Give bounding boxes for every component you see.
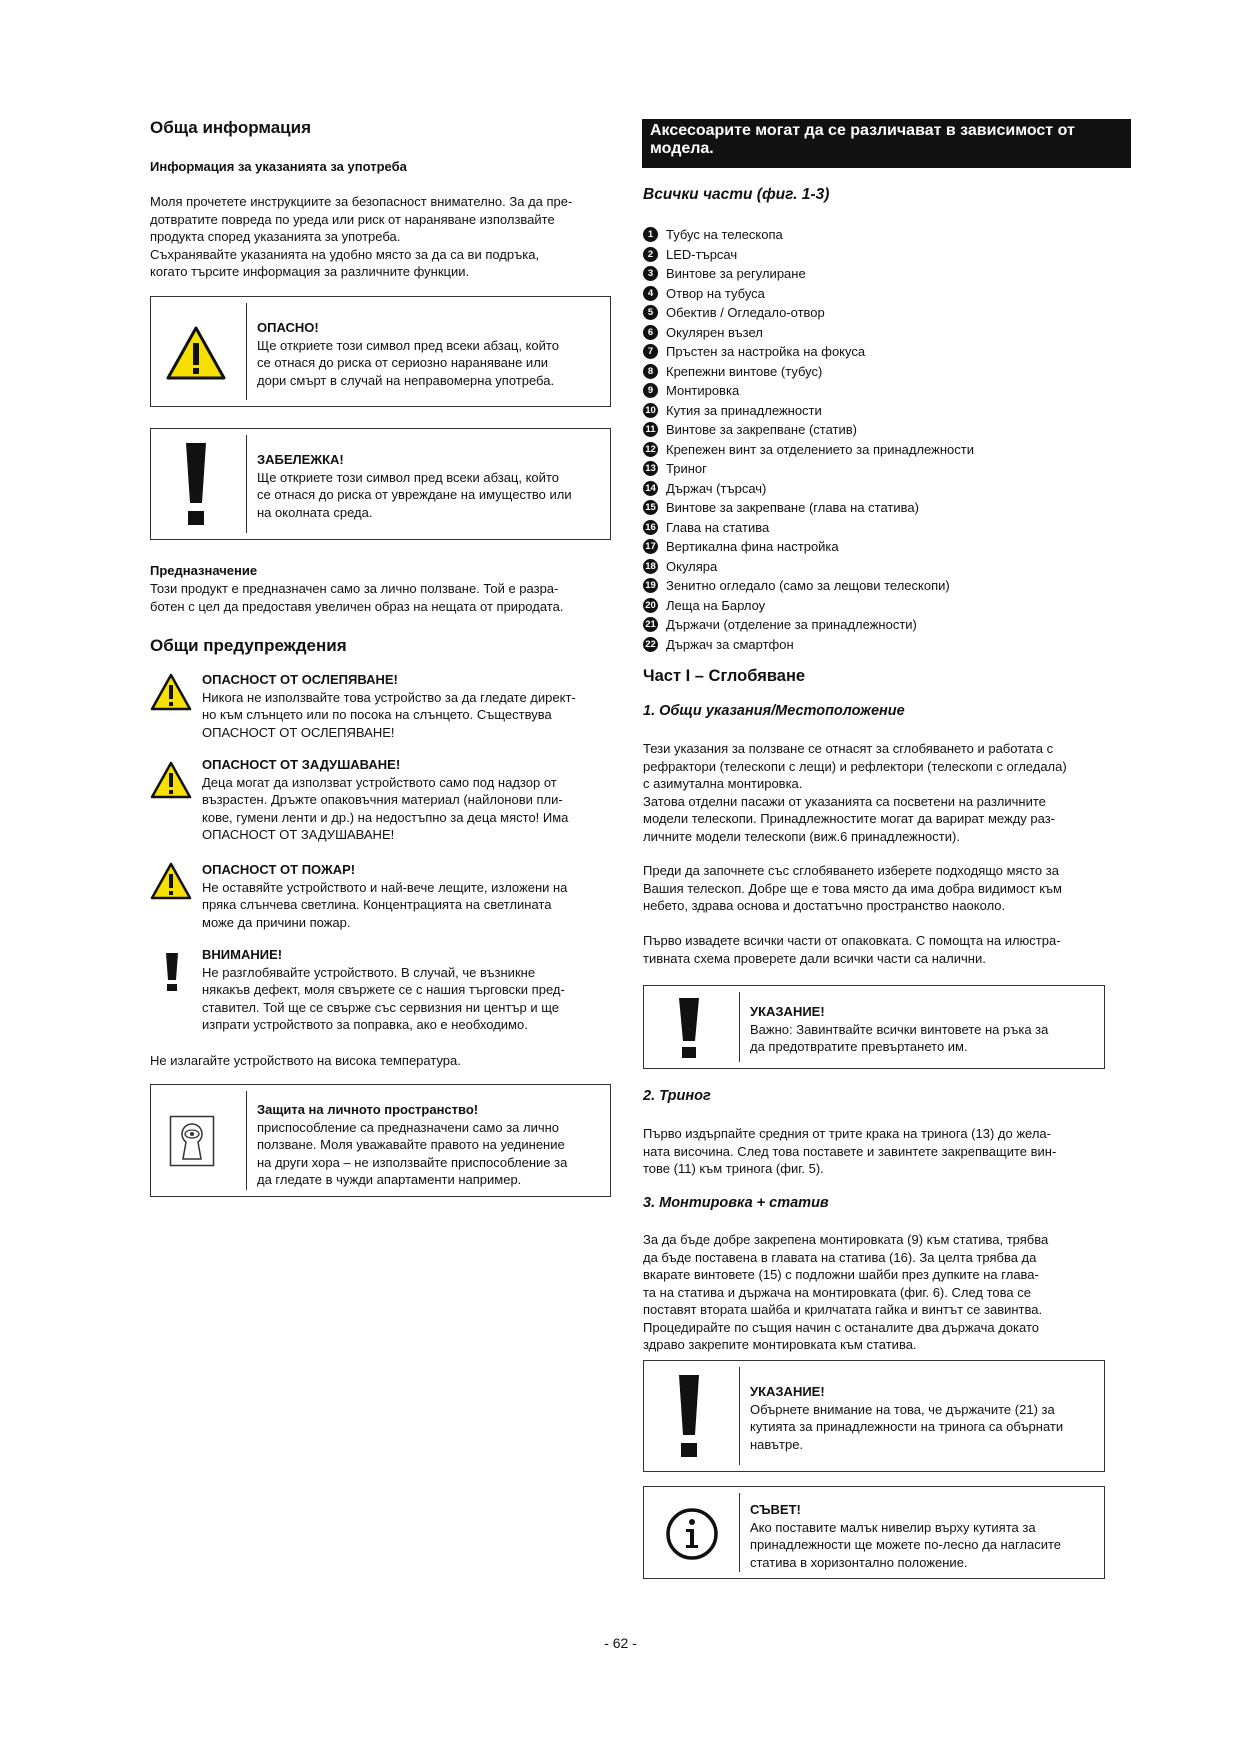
text-line: ната височина. След това поставете и завинтете закрепващите вин-	[643, 1143, 1057, 1159]
text-line: модели телескопи. Принадлежностите могат да варират между раз-	[643, 811, 1056, 826]
part-item	[643, 459, 974, 479]
part-label: Обектив / Огледало-отвор	[666, 305, 825, 321]
part-number-badge: 16	[643, 520, 658, 535]
part-item	[643, 362, 974, 382]
purpose-heading: Предназначение	[150, 563, 258, 578]
part-item	[643, 576, 974, 596]
text-line: небето, здрава основа и достатъчно пространство наоколо.	[643, 898, 1006, 913]
privacy-line: приспособление са предназначени само за лично	[257, 1119, 560, 1135]
section-2-paragraph	[643, 1125, 1103, 1178]
note-line: Ще откриете този символ пред всеки абзац, който	[257, 469, 559, 485]
heat-warning-text: Не излагайте устройството на висока температура.	[150, 1053, 461, 1068]
tip-box-text	[750, 1501, 1095, 1571]
part-label: Триног	[666, 461, 707, 477]
warning-title: ОПАСНОСТ ОТ ПОЖАР!	[202, 862, 356, 877]
exclamation-icon	[677, 997, 701, 1059]
text-line: Затова отделни пасажи от указанията са посветени на различните	[643, 793, 1046, 809]
box-divider	[739, 1367, 740, 1465]
assembly-heading: Част I – Сглобяване	[643, 667, 806, 685]
note-box	[150, 428, 611, 540]
part-item	[643, 284, 974, 304]
privacy-keyhole-icon	[169, 1115, 215, 1167]
warning-title: ОПАСНОСТ ОТ ЗАДУШАВАНЕ!	[202, 757, 401, 772]
warning-triangle-icon	[165, 325, 227, 381]
box-divider	[246, 435, 247, 533]
hint-box-screws	[643, 985, 1105, 1069]
warning-line: но към слънцето или по посока на слънцето. Съществува	[202, 707, 552, 722]
danger-title: ОПАСНО!	[257, 320, 319, 335]
intro-line: продукта според указанията за употреба.	[150, 229, 401, 244]
part-number-badge: 6	[643, 325, 658, 340]
text-line: та на статива и държача на монтировката (фиг. 6). След това се	[643, 1284, 1031, 1300]
page-number: - 62 -	[604, 1635, 637, 1651]
general-info-heading: Обща информация	[150, 118, 311, 137]
part-number-badge: 2	[643, 247, 658, 262]
part-item	[643, 264, 974, 284]
part-number-badge: 9	[643, 383, 658, 398]
part-number-badge: 22	[643, 637, 658, 652]
note-line: се отнася до риска от увреждане на имущество или	[257, 487, 572, 502]
section-3-heading: 3. Монтировка + статив	[643, 1195, 829, 1211]
warning-line: ставител. Той ще се свърже със сервизния ни център и ще	[202, 999, 560, 1015]
hint-line: кутията за принадлежности на тринога са обърнати	[750, 1419, 1064, 1434]
part-number-badge: 10	[643, 403, 658, 418]
text-line: рефрактори (телескопи с лещи) и рефлектори (телескопи с огледала)	[643, 758, 1067, 774]
warning-line: ОПАСНОСТ ОТ ОСЛЕПЯВАНЕ!	[202, 724, 395, 740]
part-item	[643, 381, 974, 401]
danger-line: се отнася до риска от сериозно нараняване или	[257, 355, 549, 370]
part-label: Глава на статива	[666, 519, 770, 535]
part-label: Държач за смартфон	[666, 636, 794, 652]
warning-attention	[202, 946, 595, 1034]
part-label: Монтировка	[666, 383, 740, 399]
part-label: Винтове за закрепване (статив)	[666, 422, 857, 438]
warning-triangle-icon	[150, 862, 192, 900]
part-number-badge: 14	[643, 481, 658, 496]
part-number-badge: 3	[643, 266, 658, 281]
warning-line: пряка слънчева светлина. Концентрацията на светлината	[202, 897, 552, 912]
heat-warning	[150, 1052, 461, 1070]
general-warnings-section	[150, 636, 347, 656]
exclamation-icon	[165, 952, 179, 992]
warning-line: някакъв дефект, моля свържете се с нашия търговски пред-	[202, 982, 565, 997]
accessories-banner	[642, 119, 1131, 168]
box-divider	[739, 992, 740, 1062]
danger-line: Ще откриете този символ пред всеки абзац, който	[257, 337, 559, 353]
text-line: личните модели телескопи (виж.6 принадлежности).	[643, 828, 960, 844]
warning-fire	[202, 861, 604, 931]
warning-line: може да причини пожар.	[202, 914, 351, 930]
part-label: Крепежен винт за отделението за принадлежности	[666, 441, 974, 457]
danger-line: дори смърт в случай на неправомерна употреба.	[257, 372, 555, 388]
part-number-badge: 20	[643, 598, 658, 613]
text-line: да бъде поставена в главата на статива (16). За целта трябва да	[643, 1249, 1037, 1265]
box-divider	[246, 1091, 247, 1190]
part-label: Окуляра	[666, 558, 718, 574]
assembly-section	[643, 667, 805, 686]
part-item	[643, 596, 974, 616]
section-3	[643, 1195, 829, 1211]
section-1-heading: 1. Общи указания/Местоположение	[643, 703, 905, 719]
parts-list	[643, 225, 974, 654]
all-parts-heading: Всички части (фиг. 1-3)	[643, 186, 830, 203]
part-item	[643, 323, 974, 343]
part-label: Отвор на тубуса	[666, 285, 765, 301]
intro-line: когато търсите информация за различните функции.	[150, 264, 470, 279]
part-number-badge: 1	[643, 227, 658, 242]
warning-line: изпрати устройството за поправка, ако е необходимо.	[202, 1017, 528, 1032]
note-box-text	[257, 451, 602, 521]
part-label: Пръстен за настройка на фокуса	[666, 344, 866, 360]
section-2	[643, 1088, 711, 1104]
text-line: здраво закрепите монтировката към статива.	[643, 1337, 917, 1352]
warning-line: кове, гумени ленти и др.) на недостъпно за деца място! Има	[202, 809, 569, 825]
text-line: Тези указания за ползване се отнасят за сглобяването и работата с	[643, 741, 1054, 756]
part-label: Винтове за закрепване (глава на статива)	[666, 500, 919, 516]
section-1	[643, 703, 905, 719]
part-label: Кутия за принадлежности	[666, 402, 822, 418]
text-line: За да бъде добре закрепена монтировката (9) към статива, трябва	[643, 1232, 1049, 1247]
part-label: Държачи (отделение за принадлежности)	[666, 617, 917, 633]
part-number-badge: 17	[643, 539, 658, 554]
warning-line: Деца могат да използват устройството само под надзор от	[202, 774, 557, 790]
part-number-badge: 12	[643, 442, 658, 457]
danger-box	[150, 296, 611, 407]
intro-line: дотвратите повреда по уреда или риск от нараняване използвайте	[150, 211, 555, 227]
hint-line: да предотвратите превъртането им.	[750, 1039, 968, 1054]
box-divider	[739, 1493, 740, 1572]
text-line: Вашия телескоп. Добре ще е това място да има добра видимост към	[643, 880, 1062, 896]
hint-box-text	[750, 1383, 1095, 1453]
warning-line: ОПАСНОСТ ОТ ЗАДУШАВАНЕ!	[202, 827, 395, 842]
info-icon	[665, 1507, 719, 1561]
warning-line: Не разглобявайте устройството. В случай, че възникне	[202, 964, 536, 980]
intro-line: Съхранявайте указанията на удобно място за да са ви подръка,	[150, 246, 540, 262]
warning-title: ОПАСНОСТ ОТ ОСЛЕПЯВАНЕ!	[202, 672, 398, 687]
purpose-line: Този продукт е предназначен само за лично ползване. Той е разра-	[150, 581, 559, 596]
privacy-line: да гледате в чужди апартаменти например.	[257, 1172, 522, 1187]
part-label: Зенитно огледало (само за лещови телескопи)	[666, 578, 950, 594]
section-2-heading: 2. Триног	[643, 1088, 711, 1104]
part-item	[643, 440, 974, 460]
text-line: тове (11) към тринога (фиг. 5).	[643, 1161, 824, 1176]
section-1-paragraph-2	[643, 862, 1113, 915]
hint-line: Обърнете внимание на това, че държачите (21) за	[750, 1401, 1055, 1417]
part-number-badge: 5	[643, 305, 658, 320]
text-line: с азимутална монтировка.	[643, 776, 803, 791]
warning-blinding	[202, 671, 619, 741]
note-line: на околната среда.	[257, 504, 373, 520]
part-label: Държач (търсач)	[666, 480, 767, 496]
privacy-title: Защита на личното пространство!	[257, 1102, 479, 1117]
part-item	[643, 615, 974, 635]
warning-line: Никога не използвайте това устройство за да гледате директ-	[202, 689, 576, 705]
text-line: Процедирайте по същия начин с останалите два държача докато	[643, 1319, 1039, 1335]
text-line: поставят втората шайба и крилчатата гайка и винтът се завинтва.	[643, 1302, 1043, 1317]
part-number-badge: 13	[643, 461, 658, 476]
part-item	[643, 303, 974, 323]
all-parts-section	[643, 186, 829, 204]
tip-box	[643, 1486, 1105, 1579]
privacy-line: на други хора – не използвайте приспособление за	[257, 1154, 568, 1170]
privacy-line: ползване. Моля уважавайте правото на уединение	[257, 1137, 565, 1152]
purpose-paragraph	[150, 580, 605, 615]
part-item	[643, 401, 974, 421]
part-item	[643, 635, 974, 655]
hint-line: навътре.	[750, 1436, 804, 1452]
exclamation-icon	[184, 441, 208, 527]
part-item	[643, 420, 974, 440]
note-title: ЗАБЕЛЕЖКА!	[257, 452, 344, 467]
tip-line: принадлежности ще можете по-лесно да нагласите	[750, 1537, 1062, 1552]
warning-suffocation	[202, 756, 610, 844]
hint-line: Важно: Завинтвайте всички винтовете на ръка за	[750, 1021, 1049, 1037]
section-1-paragraph-1	[643, 740, 1115, 845]
purpose-line: ботен с цел да предоставя увеличен образ на нещата от природата.	[150, 598, 564, 614]
part-number-badge: 11	[643, 422, 658, 437]
text-line: Преди да започнете със сглобяването изберете подходящо място за	[643, 863, 1059, 878]
section-3-paragraph	[643, 1231, 1115, 1354]
part-number-badge: 7	[643, 344, 658, 359]
hint-box-text	[750, 1003, 1104, 1056]
hint-title: УКАЗАНИЕ!	[750, 1384, 825, 1399]
box-divider	[246, 303, 247, 400]
part-label: Крепежни винтове (тубус)	[666, 363, 823, 379]
part-number-badge: 8	[643, 364, 658, 379]
subsection-usage-info	[150, 159, 407, 174]
part-item	[643, 537, 974, 557]
part-item	[643, 479, 974, 499]
warning-triangle-icon	[150, 673, 192, 711]
part-number-badge: 4	[643, 286, 658, 301]
text-line: Първо извадете всички части от опаковката. С помощта на илюстра-	[643, 933, 1061, 948]
tip-title: СЪВЕТ!	[750, 1502, 801, 1517]
part-item	[643, 342, 974, 362]
part-number-badge: 15	[643, 500, 658, 515]
part-item	[643, 518, 974, 538]
text-line: вкарате винтовете (15) с подложни шайби през дупките на глава-	[643, 1267, 1039, 1282]
part-label: Тубус на телескопа	[666, 227, 783, 243]
part-item	[643, 225, 974, 245]
part-item	[643, 557, 974, 577]
tip-line: Ако поставите малък нивелир върху кутията за	[750, 1519, 1036, 1535]
part-label: LED-търсач	[666, 246, 738, 262]
text-line: Първо издърпайте средния от трите крака на тринога (13) до жела-	[643, 1126, 1051, 1141]
part-item	[643, 498, 974, 518]
warning-title: ВНИМАНИЕ!	[202, 947, 283, 962]
part-label: Леща на Барлоу	[666, 597, 766, 613]
part-number-badge: 21	[643, 617, 658, 632]
part-number-badge: 19	[643, 578, 658, 593]
hint-box-holders	[643, 1360, 1105, 1472]
part-item	[643, 245, 974, 265]
accessories-banner-text: Аксесоарите могат да се различават в зависимост от модела.	[650, 122, 1075, 157]
usage-info-heading: Информация за указанията за употреба	[150, 159, 407, 174]
warning-triangle-icon	[150, 761, 192, 799]
privacy-box-text	[257, 1101, 609, 1189]
section-1-paragraph-3	[643, 932, 1113, 967]
part-label: Вертикална фина настройка	[666, 539, 839, 555]
part-number-badge: 18	[643, 559, 658, 574]
section-title-general-info	[150, 118, 311, 138]
tip-line: статива в хоризонтално положение.	[750, 1554, 968, 1570]
warning-line: Не оставяйте устройството и най-вече лещите, изложени на	[202, 879, 568, 895]
exclamation-icon	[677, 1373, 701, 1459]
intro-line: Моля прочетете инструкциите за безопасност внимателно. За да пре-	[150, 194, 573, 209]
privacy-box	[150, 1084, 611, 1197]
part-label: Окулярен възел	[666, 324, 763, 340]
hint-title: УКАЗАНИЕ!	[750, 1004, 825, 1019]
warning-line: възрастен. Дръжте опаковъчния материал (найлонови пли-	[202, 792, 563, 807]
purpose-section	[150, 563, 257, 578]
text-line: тивната схема проверете дали всички части са налични.	[643, 950, 986, 966]
intro-paragraph	[150, 193, 620, 281]
general-warnings-heading: Общи предупреждения	[150, 636, 347, 655]
danger-box-text	[257, 319, 597, 389]
part-label: Винтове за регулиране	[666, 266, 806, 282]
